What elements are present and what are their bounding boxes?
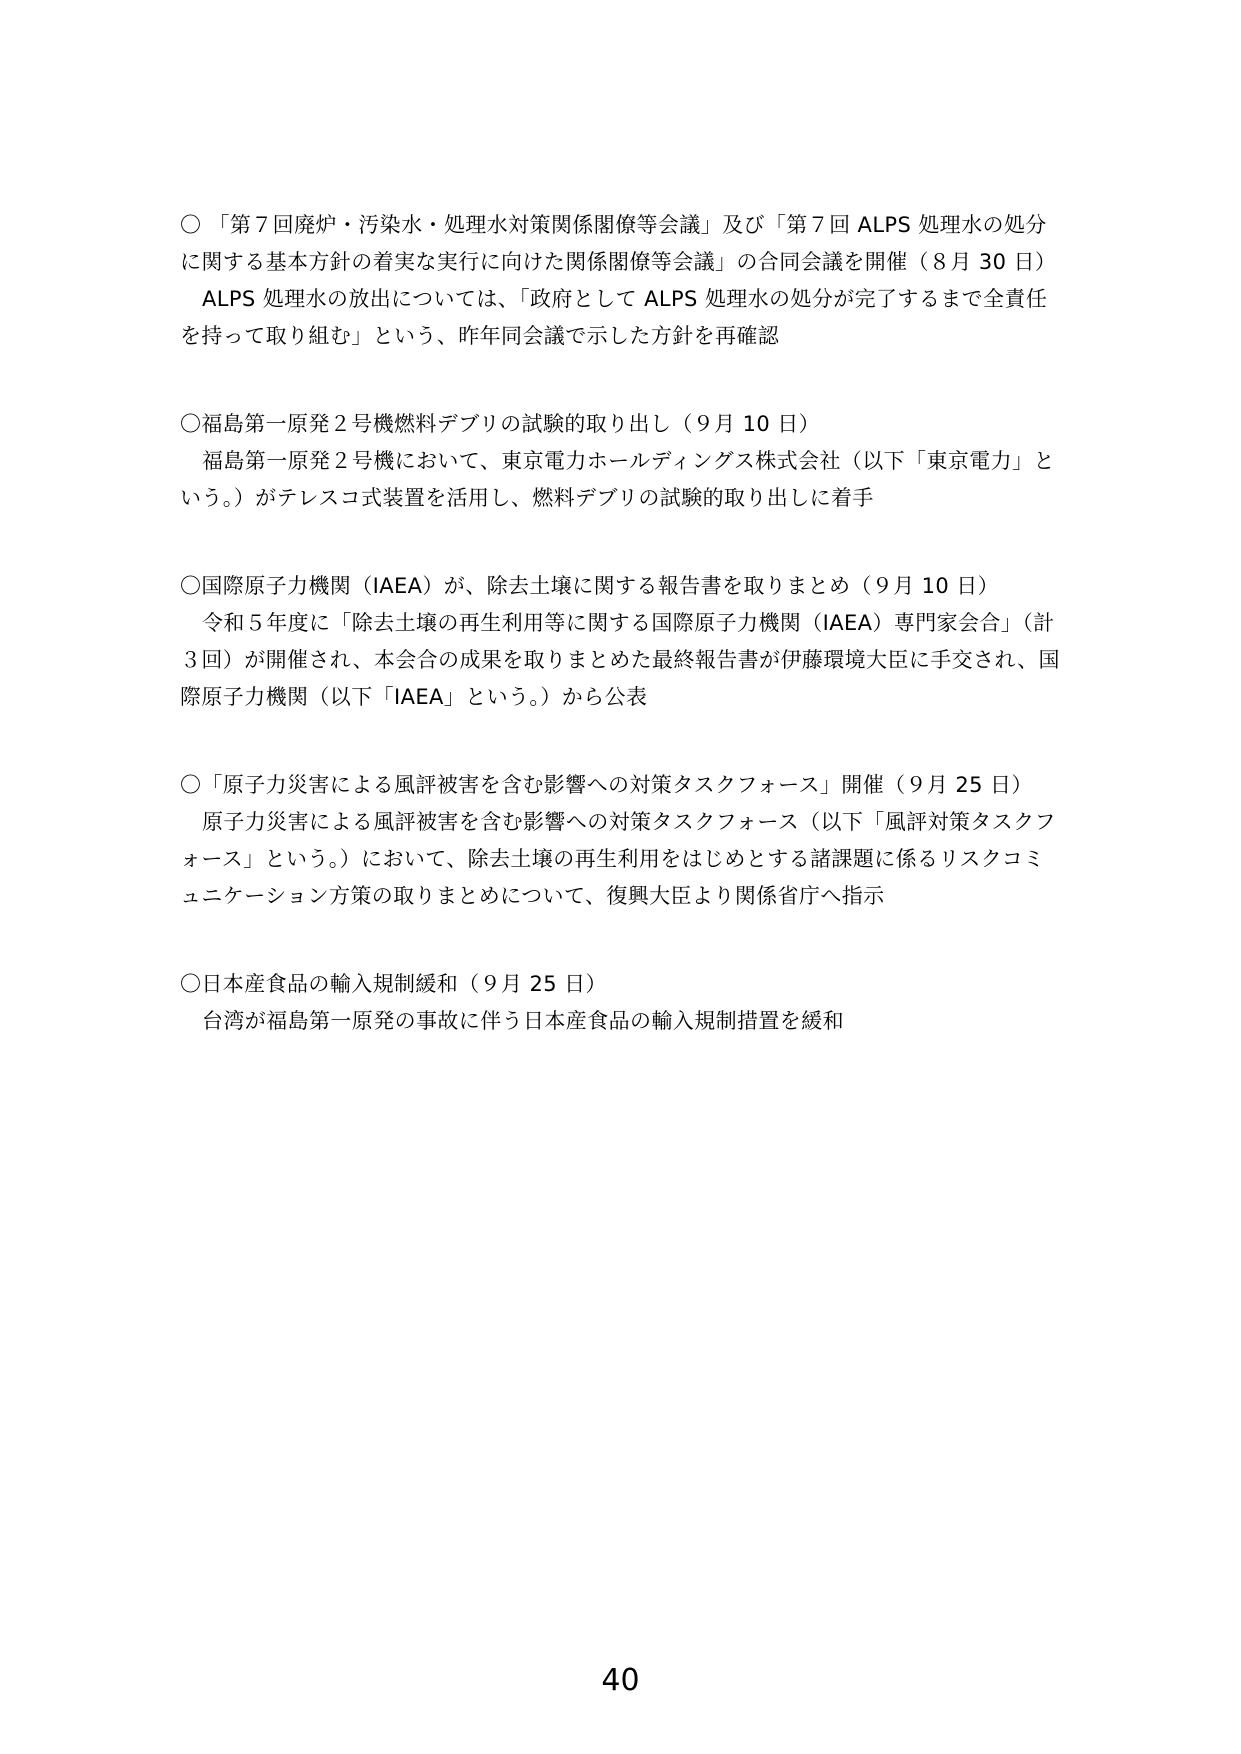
item-heading: 〇 「第７回廃炉・汚染水・処理水対策関係閣僚等会議」及び「第７回 ALPS 処理水の処分に関する基本方針の着実な実行に向けた関係閣僚等会議」の合同会議を開催（８月 30 日）: [180, 213, 1057, 274]
news-item: [180, 568, 1062, 716]
news-item: [180, 767, 1062, 915]
page-content: [180, 207, 1062, 1091]
item-body: 原子力災害による風評被害を含む影響への対策タスクフォース（以下「風評対策タスクフォース」という。）において、除去土壌の再生利用をはじめとする諸課題に係るリスクコミュニケーション方策の取りまとめについて、復興大臣より関係省庁へ指示: [180, 810, 1056, 908]
item-heading: 〇日本産食品の輸入規制緩和（９月 25 日）: [180, 972, 607, 996]
page-number: 40: [601, 1663, 640, 1698]
item-body: 台湾が福島第一原発の事故に伴う日本産食品の輸入規制措置を緩和: [202, 1009, 844, 1033]
item-heading: 〇「原子力災害による風評被害を含む影響への対策タスクフォース」開催（９月 25 日）: [180, 773, 1033, 797]
news-item: [180, 406, 1062, 517]
item-heading: 〇福島第一原発２号機燃料デブリの試験的取り出し（９月 10 日）: [180, 412, 821, 436]
item-body: 令和５年度に「除去土壌の再生利用等に関する国際原子力機関（IAEA）専門家会合」（計３回）が開催され、本会合の成果を取りまとめた最終報告書が伊藤環境大臣に手交され、国際原子力機関（以下「IAEA」という。）から公表: [180, 611, 1060, 709]
news-item: [180, 966, 1062, 1040]
news-item: [180, 207, 1062, 355]
item-heading: 〇国際原子力機関（IAEA）が、除去土壌に関する報告書を取りまとめ（９月 10 日）: [180, 574, 1000, 598]
item-body: ALPS 処理水の放出については、「政府として ALPS 処理水の処分が完了するまで全責任を持って取り組む」という、昨年同会議で示した方針を再確認: [180, 287, 1048, 348]
item-body: 福島第一原発２号機において、東京電力ホールディングス株式会社（以下「東京電力」という。）がテレスコ式装置を活用し、燃料デブリの試験的取り出しに着手: [180, 449, 1055, 510]
